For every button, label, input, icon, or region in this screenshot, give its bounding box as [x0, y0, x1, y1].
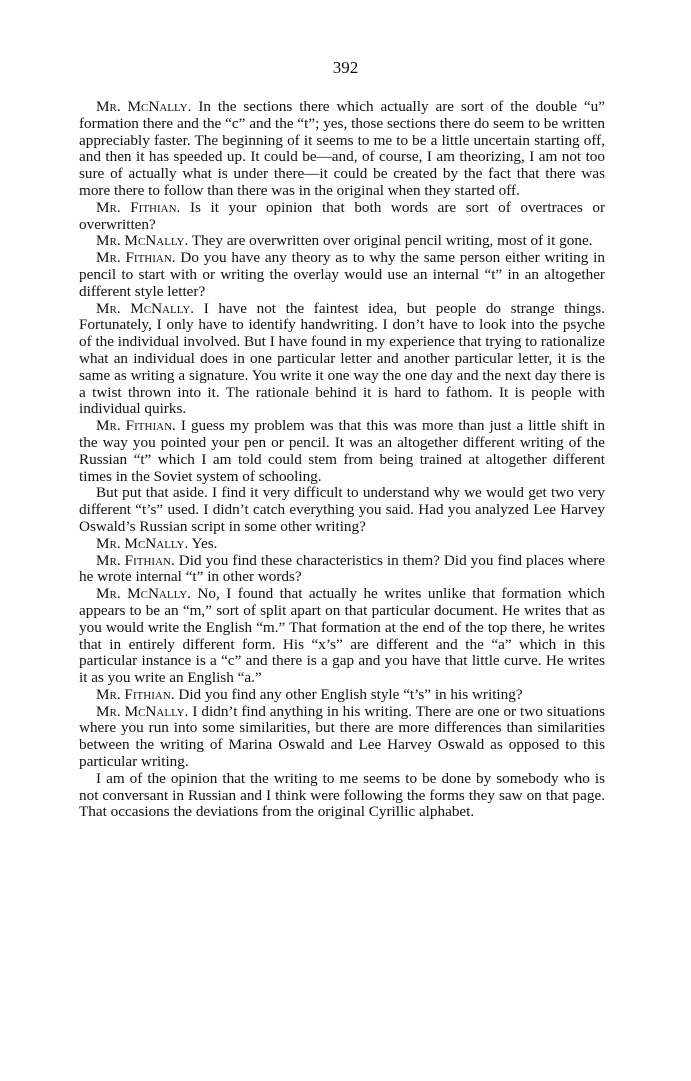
speaker-name: Mr. Fithian. [96, 417, 176, 435]
page-number: 392 [332, 58, 359, 77]
paragraph-text: I am of the opinion that the writing to me seems to be done by somebody who is not conversant in Russian and I think were following the forms they saw on that page. That occasions the deviations from the original Cyrillic alphabet. [79, 769, 605, 821]
paragraph [79, 687, 605, 704]
paragraph-text: No, I found that actually he writes unlike that formation which appears to be an “m,” sort of split apart on that particular document. He writes that as you would write the English “m.” That formation at the end of the top there, he writes that in entirely different form. His “x’s” are different and the “a” which in this particular instance is a “c” and there is a gap and you have that little curve. He writes it as you write an English “a.” [79, 585, 605, 687]
paragraph [79, 586, 605, 687]
speaker-name: Mr. McNally. [96, 98, 192, 115]
speaker-name: Mr. McNally. [96, 585, 191, 603]
speaker-name: Mr. McNally. [96, 232, 189, 250]
paragraph-text: In the sections there which actually are sort of the double “u” formation there and the “c” and the “t”; yes, those sections there do seem to be written appreciably faster. The beginning of it seems to me to be a little uncertain starting off, and then it has speeded up. It could be—and, of course, I am theorizing, I am not too sure of actually what is under there—it could be created by the fact that there was more there to follow than there was in the original when they started off. [79, 98, 605, 199]
paragraph-text: I have not the faintest idea, but people do strange things. Fortunately, I only have to identify handwriting. I don’t have to look into the psyche of the individual involved. But I have found in my experience that trying to rationalize what an individual does in one particular letter and another particular letter, it is the same as writing a signature. You write it one way the one day and the next day there is a twist thrown into it. The rationale behind it is hard to fathom. It is people with individual quirks. [79, 299, 605, 418]
paragraph-text: Did you find these characteristics in them? Did you find places where he wrote internal “t” in other words? [79, 551, 605, 586]
speaker-name: Mr. Fithian. [96, 249, 176, 267]
paragraph [79, 418, 605, 485]
paragraph-text: I didn’t find anything in his writing. There are one or two situations where you run into some similarities, but there are more differences than similarities between the writing of Marina Oswald and Lee Harvey Oswald as opposed to this particular writing. [79, 702, 606, 771]
paragraph-text: Yes. [191, 534, 218, 552]
paragraph [79, 250, 605, 300]
paragraph [79, 200, 605, 234]
paragraph [79, 536, 605, 553]
paragraph [79, 485, 605, 535]
speaker-name: Mr. Fithian. [96, 198, 181, 216]
paragraph-text: I guess my problem was that this was more than just a little shift in the way you pointed your pen or pencil. It was an altogether different writing of the Russian “t” which I am told could stem from being trained at altogether different times in the Soviet system of schooling. [79, 417, 605, 485]
paragraph [79, 771, 605, 821]
speaker-name: Mr. Fithian. [96, 551, 175, 569]
paragraph-text: But put that aside. I find it very difficult to understand why we would get two very different “t’s” used. I didn’t catch everything you said. Had you analyzed Lee Harvey Oswald’s Russian script in some other writing? [79, 484, 605, 535]
paragraph-text: Do you have any theory as to why the same person either writing in pencil to start with or writing the overlay would use an internal “t” in an altogether different style letter? [79, 249, 606, 300]
paragraph [79, 704, 605, 771]
speaker-name: Mr. McNally. [96, 534, 189, 552]
paragraph [79, 553, 605, 587]
paragraph-text: Did you find any other English style “t’s” in his writing? [178, 685, 523, 703]
paragraph [79, 233, 605, 250]
paragraph-text: Is it your opinion that both words are sort of overtraces or overwritten? [79, 198, 606, 233]
speaker-name: Mr. McNally. [96, 299, 195, 317]
testimony-text [79, 99, 605, 821]
paragraph [79, 99, 605, 200]
paragraph [79, 301, 605, 419]
speaker-name: Mr. Fithian. [96, 685, 175, 703]
speaker-name: Mr. McNally. [96, 702, 189, 720]
paragraph-text: They are overwritten over original pencil writing, most of it gone. [191, 232, 593, 250]
